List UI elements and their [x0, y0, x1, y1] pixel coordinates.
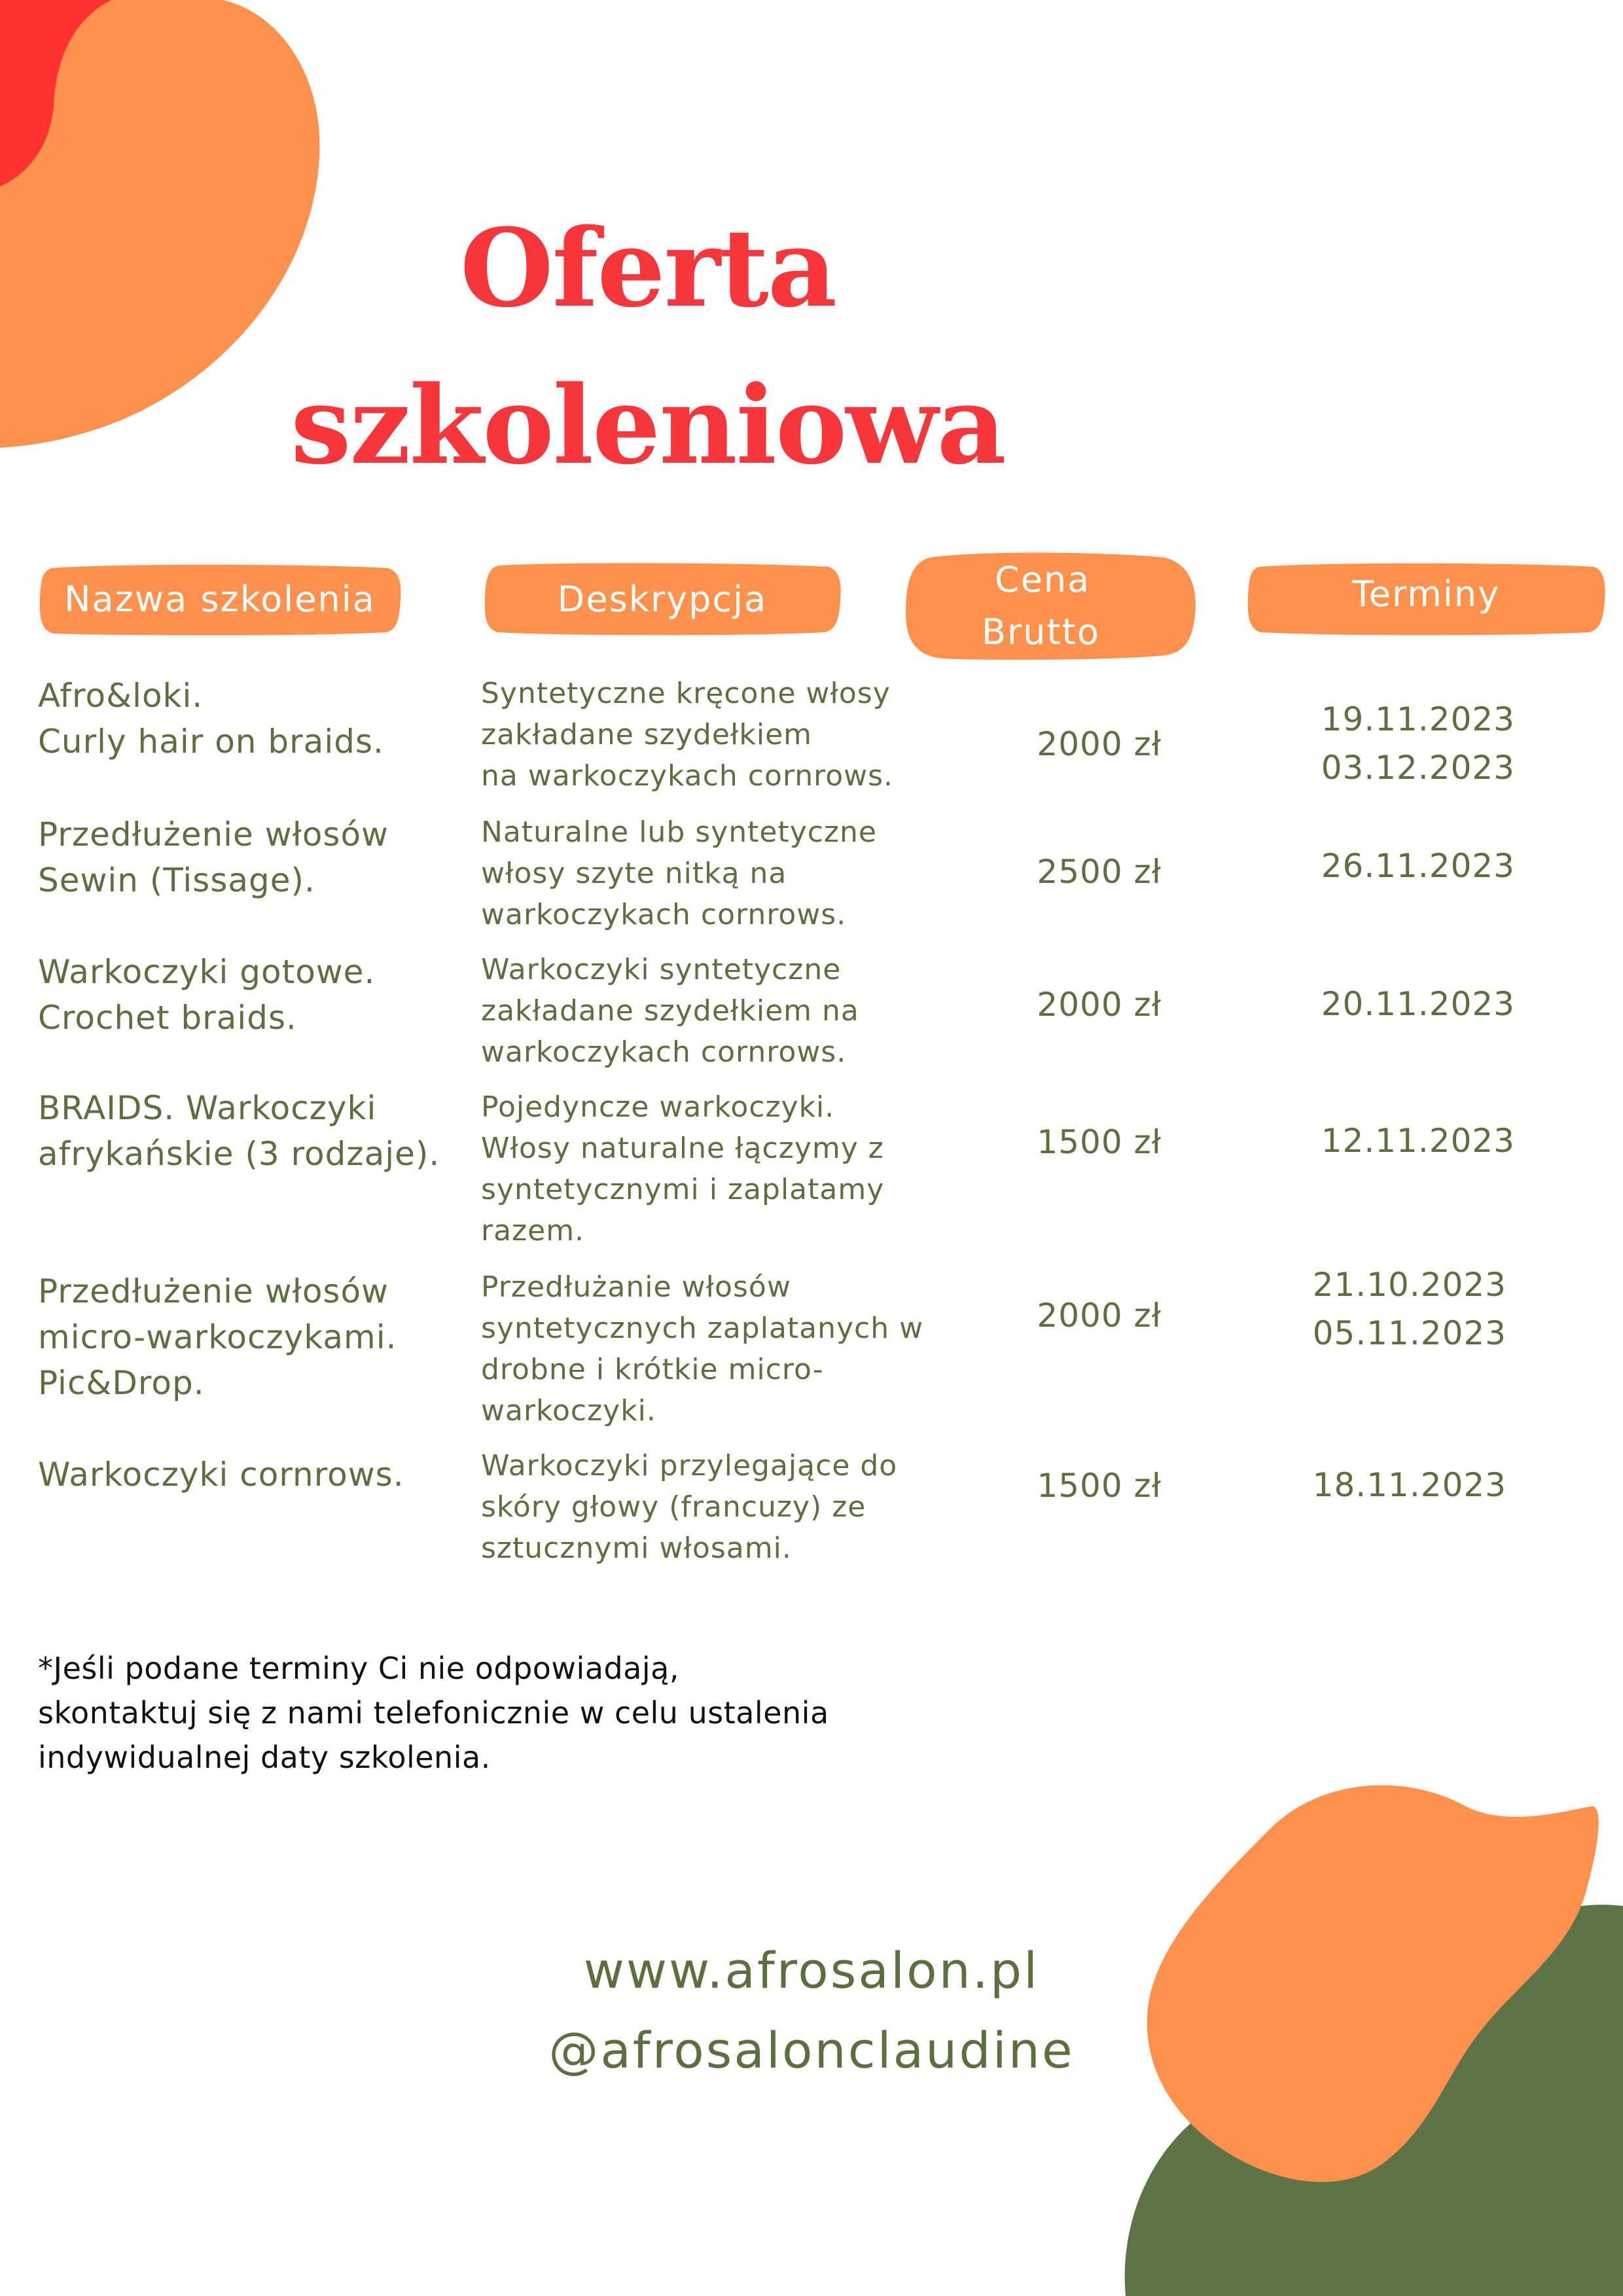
row-5-name-line-1: Przedłużenie włosów — [38, 1272, 389, 1310]
row-2-desc-line-1: Naturalne lub syntetyczne — [481, 816, 877, 849]
row-5-date-1: 21.10.2023 — [1312, 1266, 1507, 1304]
row-4-date-1: 12.11.2023 — [1321, 1122, 1515, 1160]
row-1-name-line-1: Afro&loki. — [38, 677, 204, 715]
header-dates-label: Terminy — [1351, 573, 1501, 615]
row-2-name-line-1: Przedłużenie włosów — [38, 816, 389, 853]
row-1-desc-line-1: Syntetyczne kręcone włosy — [481, 677, 891, 710]
row-5-name — [38, 1268, 397, 1406]
header-name-label: Nazwa szkolenia — [64, 579, 376, 620]
row-6-name — [38, 1452, 404, 1498]
row-4-desc-line-3: syntetycznymi i zaplatamy — [481, 1173, 885, 1206]
row-6-description — [481, 1445, 897, 1569]
row-4-desc-line-1: Pojedyncze warkoczyki. — [481, 1090, 835, 1124]
row-2-name — [38, 812, 389, 903]
contact-block — [419, 1931, 1204, 2090]
header-dates-pill — [1246, 562, 1606, 637]
row-3-name-line-2: Crochet braids. — [38, 999, 297, 1037]
row-3-desc-line-3: warkoczykach cornrows. — [481, 1035, 847, 1069]
header-price-label — [903, 550, 1198, 662]
row-2-desc-line-2: włosy szyte nitką na — [481, 857, 787, 890]
row-3-desc-line-1: Warkoczyki syntetyczne — [481, 953, 842, 986]
row-1-dates — [1253, 695, 1515, 792]
header-price-pill — [903, 550, 1198, 662]
row-5-desc-line-3: drobne i krótkie micro- — [481, 1353, 824, 1386]
row-1-price: 2000 zł — [1037, 725, 1162, 763]
footnote-line-1: *Jeśli podane terminy Ci nie odpowiadają, — [38, 1651, 679, 1686]
row-4-name-line-2: afrykańskie (3 rodzaje). — [38, 1135, 440, 1173]
row-4-desc-line-4: razem. — [481, 1214, 585, 1247]
header-name-pill — [38, 563, 402, 636]
row-4-name — [38, 1085, 440, 1177]
row-1-name — [38, 673, 384, 764]
row-2-dates — [1253, 842, 1515, 890]
instagram-handle[interactable]: @afrosalonclaudine — [548, 2021, 1075, 2079]
row-4-desc-line-2: Włosy naturalne łączymy z — [481, 1132, 884, 1165]
row-1-description — [481, 673, 893, 797]
page-title-line-2: szkoleniowa — [291, 362, 1005, 488]
row-6-desc-line-2: skóry głowy (francuzy) ze — [481, 1490, 866, 1524]
row-5-date-2: 05.11.2023 — [1312, 1314, 1507, 1352]
page-title-line-1: Oferta — [459, 205, 836, 331]
header-price-label-line-1: Cena — [995, 559, 1091, 600]
row-6-price: 1500 zł — [1037, 1467, 1162, 1505]
row-5-dates — [1245, 1261, 1507, 1357]
row-3-desc-line-2: zakładane szydełkiem na — [481, 994, 859, 1028]
row-5-description — [481, 1266, 923, 1431]
row-5-desc-line-1: Przedłużanie włosów — [481, 1270, 791, 1304]
footnote-line-2: skontaktuj się z nami telefonicznie w celu ustalenia — [38, 1695, 829, 1731]
website-link[interactable]: www.afrosalon.pl — [583, 1941, 1040, 2000]
footnote — [38, 1646, 829, 1780]
row-3-dates — [1253, 980, 1515, 1028]
row-1-date-2: 03.12.2023 — [1321, 749, 1515, 787]
row-6-date-1: 18.11.2023 — [1312, 1466, 1507, 1504]
page-title — [157, 190, 1139, 504]
row-1-desc-line-2: zakładane szydełkiem — [481, 718, 813, 751]
row-1-name-line-2: Curly hair on braids. — [38, 723, 384, 761]
row-3-date-1: 20.11.2023 — [1321, 985, 1515, 1023]
footnote-line-3: indywidualnej daty szkolenia. — [38, 1740, 491, 1775]
header-desc-label: Deskrypcja — [557, 578, 768, 620]
row-3-description — [481, 949, 859, 1073]
row-4-dates — [1253, 1117, 1515, 1165]
row-3-name-line-1: Warkoczyki gotowe. — [38, 953, 376, 991]
row-5-desc-line-4: warkoczyki. — [481, 1394, 656, 1427]
row-3-price: 2000 zł — [1037, 986, 1162, 1024]
row-2-desc-line-3: warkoczykach cornrows. — [481, 898, 847, 931]
row-5-name-line-2: micro-warkoczykami. — [38, 1318, 397, 1356]
row-4-price: 1500 zł — [1037, 1123, 1162, 1161]
row-2-name-line-2: Sewin (Tissage). — [38, 861, 315, 899]
row-2-date-1: 26.11.2023 — [1321, 847, 1515, 885]
row-2-description — [481, 812, 877, 935]
row-6-desc-line-1: Warkoczyki przylegające do — [481, 1449, 898, 1482]
row-5-desc-line-2: syntetycznych zaplatanych w — [481, 1312, 924, 1345]
row-6-name-line-1: Warkoczyki cornrows. — [38, 1456, 404, 1494]
row-2-price: 2500 zł — [1037, 853, 1162, 891]
row-6-desc-line-3: sztucznymi włosami. — [481, 1532, 792, 1565]
row-5-price: 2000 zł — [1037, 1297, 1162, 1335]
row-3-name — [38, 949, 375, 1041]
row-1-desc-line-3: na warkoczykach cornrows. — [481, 759, 894, 793]
row-4-description — [481, 1086, 884, 1251]
header-desc-pill — [483, 562, 842, 637]
row-5-name-line-3: Pic&Drop. — [38, 1364, 205, 1402]
row-4-name-line-1: BRAIDS. Warkoczyki — [38, 1089, 377, 1127]
row-6-dates — [1245, 1461, 1507, 1509]
row-1-date-1: 19.11.2023 — [1321, 700, 1515, 738]
header-price-label-line-2: Brutto — [982, 611, 1100, 653]
